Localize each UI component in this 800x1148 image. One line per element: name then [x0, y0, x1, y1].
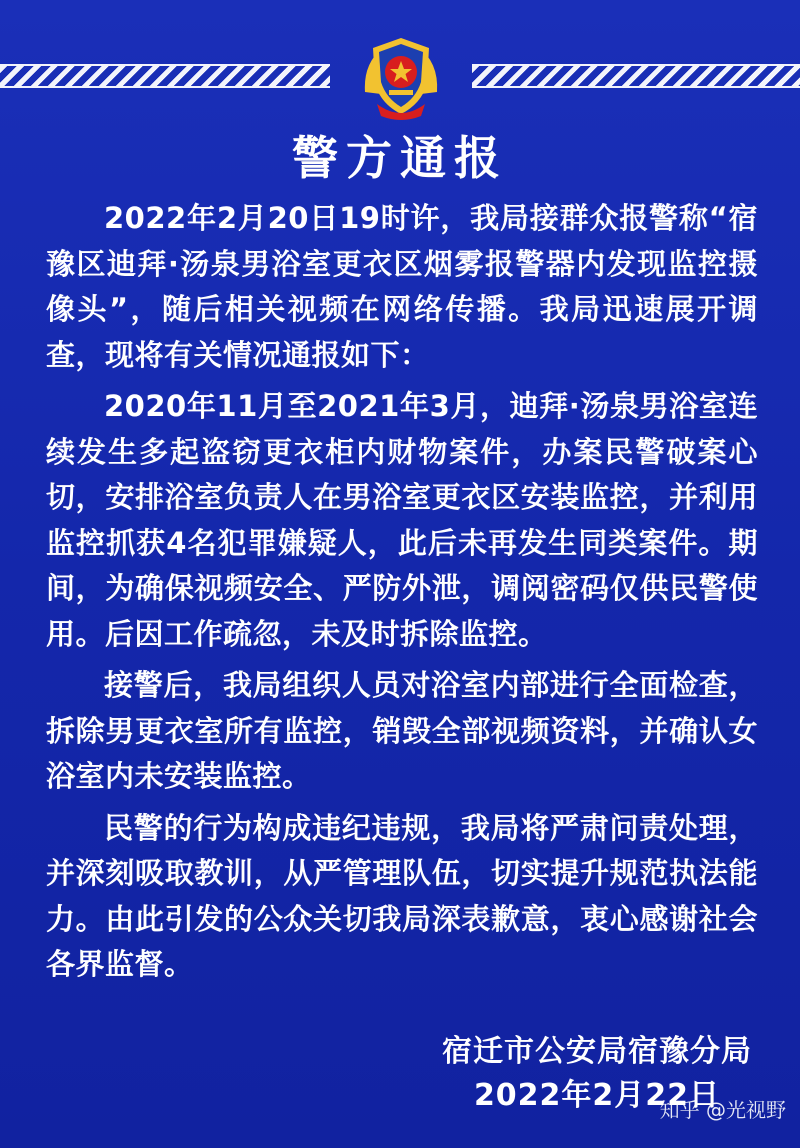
paragraph-4: 民警的行为构成违纪违规，我局将严肃问责处理，并深刻吸取教训，从严管理队伍，切实提升规范执法能力。由此引发的公众关切我局深表歉意，衷心感谢社会各界监督。	[46, 810, 758, 981]
paragraph-2: 2020年11月至2021年3月，迪拜·汤泉男浴室连续发生多起盗窃更衣柜内财物案件，办案民警破案心切，安排浴室负责人在男浴室更衣区安装监控，并利用监控抓获4名犯罪嫌疑人，此后未再发生同类案件。期间，为确保视频安全、严防外泄，调阅密码仅供民警使用。后因工作疏忽，未及时拆除监控。	[46, 389, 758, 651]
decorative-ribbon-left	[0, 64, 330, 88]
paragraph-3: 接警后，我局组织人员对浴室内部进行全面检查，拆除男更衣室所有监控，销毁全部视频资料，并确认女浴室内未安装监控。	[46, 668, 758, 793]
issuer-name: 宿迁市公安局宿豫分局	[442, 1034, 752, 1069]
notice-title: 警方通报	[292, 131, 508, 185]
issue-date: 2022年2月22日	[473, 1078, 721, 1113]
paragraph-1: 2022年2月20日19时许，我局接群众报警称“宿豫区迪拜·汤泉男浴室更衣区烟雾报警器内发现监控摄像头”，随后相关视频在网络传播。我局迅速展开调查，现将有关情况通报如下：	[46, 201, 758, 372]
police-emblem-icon	[355, 32, 447, 124]
decorative-ribbon-right	[472, 64, 800, 88]
zhihu-watermark: 知乎 @光视野	[659, 1098, 786, 1122]
notice-body	[46, 196, 758, 994]
